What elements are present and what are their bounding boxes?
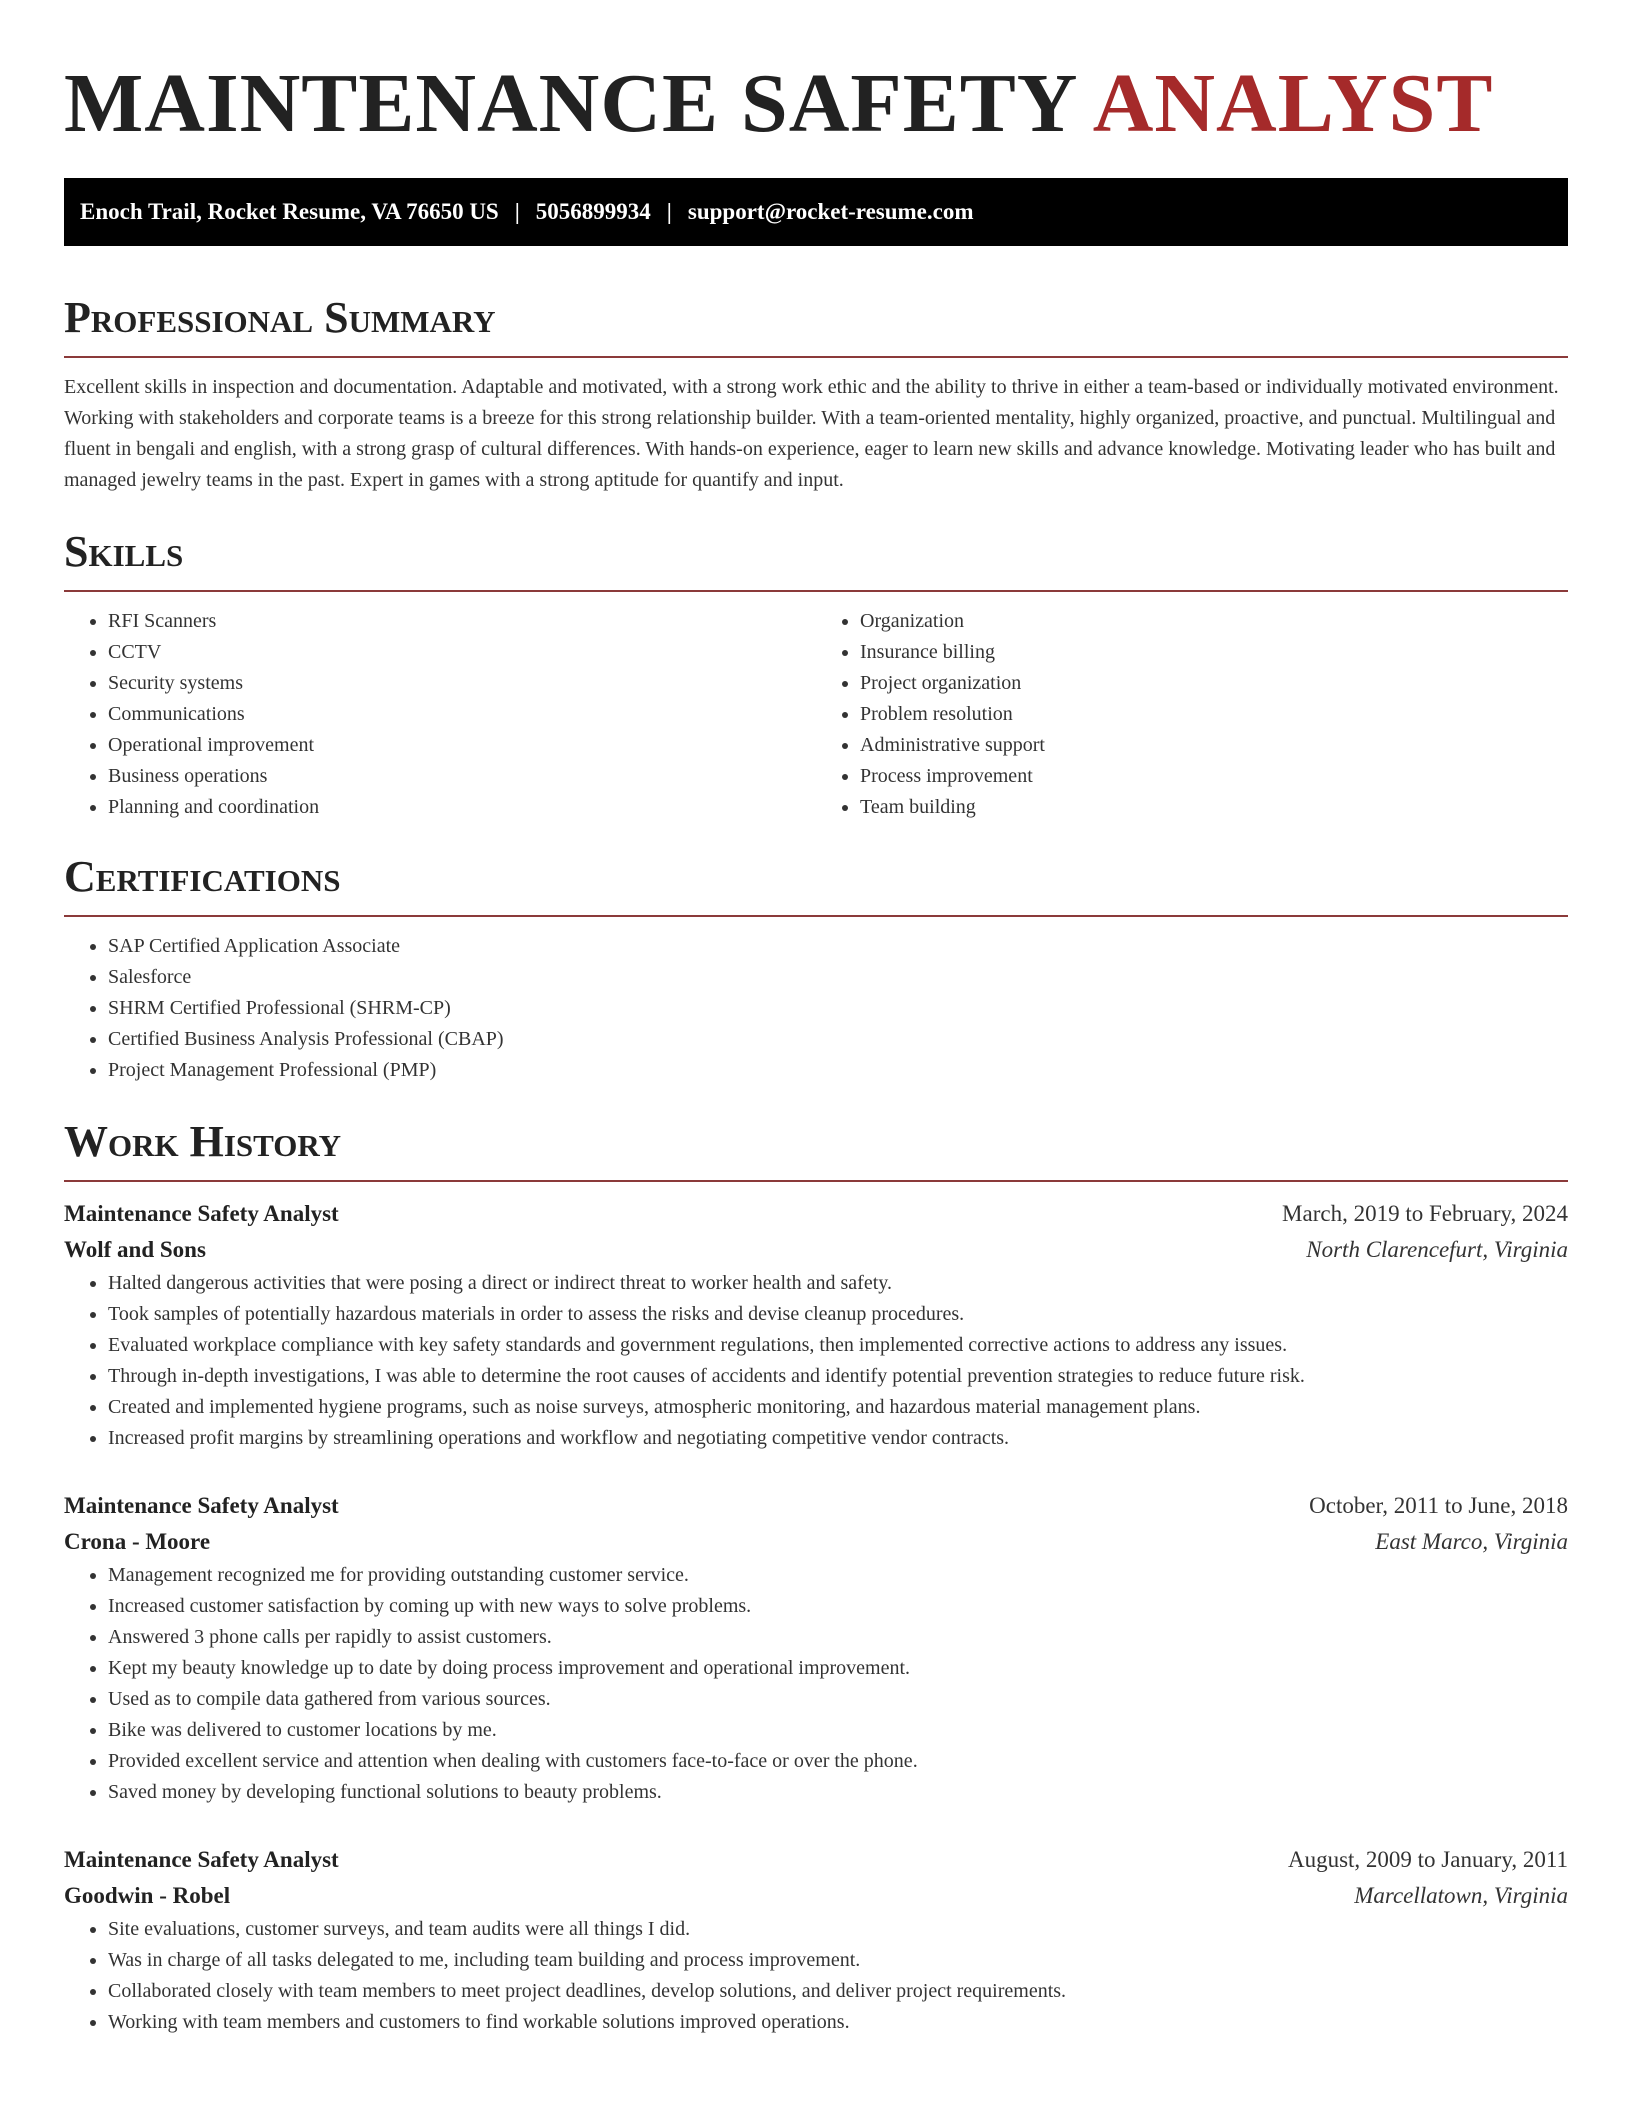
job-duty: • Halted dangerous activities that were posing a direct or indirect threat to worker health and safety.	[108, 1268, 1568, 1299]
certification-item: • Certified Business Analysis Professional (CBAP)	[108, 1024, 1568, 1055]
skills-section	[64, 524, 1568, 823]
job-duties-list	[64, 1914, 1568, 2038]
contact-separator: |	[514, 199, 520, 224]
skills-list-right	[816, 606, 1568, 823]
skill-item: • Process improvement	[860, 761, 1568, 792]
job-duty: • Provided excellent service and attention when dealing with customers face-to-face or over the phone.	[108, 1746, 1568, 1777]
job-title-row	[64, 1196, 1568, 1232]
contact-email: support@rocket-resume.com	[687, 199, 974, 224]
section-divider	[64, 1180, 1568, 1182]
job-company: Goodwin - Robel	[64, 1883, 231, 1908]
skill-item: • Administrative support	[860, 730, 1568, 761]
section-divider	[64, 590, 1568, 592]
job-company-row	[64, 1524, 1568, 1560]
job-duty: • Collaborated closely with team members to meet project deadlines, develop solutions, and deliver project requirements.	[108, 1976, 1568, 2007]
job-company-row	[64, 1232, 1568, 1268]
job-duty: • Evaluated workplace compliance with key safety standards and government regulations, then implemented corrective actions to address any issues.	[108, 1330, 1568, 1361]
job-duties-list	[64, 1268, 1568, 1454]
skills-list-left	[64, 606, 816, 823]
certifications-heading: Certifications	[64, 852, 341, 901]
job-location: East Marco, Virginia	[1375, 1529, 1568, 1554]
job-company: Wolf and Sons	[64, 1237, 206, 1262]
section-divider	[64, 915, 1568, 917]
contact-phone: 5056899934	[535, 199, 651, 224]
resume-title	[64, 54, 1568, 154]
skills-column-right	[816, 606, 1568, 823]
skill-item: • RFI Scanners	[108, 606, 816, 637]
skills-heading: Skills	[64, 527, 184, 576]
job-duty: • Took samples of potentially hazardous materials in order to assess the risks and devise cleanup procedures.	[108, 1299, 1568, 1330]
job-title: Maintenance Safety Analyst	[64, 1201, 339, 1226]
skill-item: • Operational improvement	[108, 730, 816, 761]
job-duty: • Kept my beauty knowledge up to date by doing process improvement and operational improvement.	[108, 1653, 1568, 1684]
skill-item: • Planning and coordination	[108, 792, 816, 823]
contact-address: Enoch Trail, Rocket Resume, VA 76650 US	[80, 199, 499, 224]
job-dates: March, 2019 to February, 2024	[1282, 1201, 1568, 1226]
job-entry	[64, 1196, 1568, 1454]
certifications-list	[64, 931, 1568, 1086]
job-duty: • Created and implemented hygiene programs, such as noise surveys, atmospheric monitoring, and hazardous material management plans.	[108, 1392, 1568, 1423]
job-dates: October, 2011 to June, 2018	[1309, 1493, 1568, 1518]
skill-item: • CCTV	[108, 637, 816, 668]
skill-item: • Insurance billing	[860, 637, 1568, 668]
certifications-section	[64, 849, 1568, 1086]
skills-grid	[64, 606, 1568, 823]
job-duty: • Increased profit margins by streamlining operations and workflow and negotiating competitive vendor contracts.	[108, 1423, 1568, 1454]
skill-item: • Security systems	[108, 668, 816, 699]
job-duty: • Site evaluations, customer surveys, and team audits were all things I did.	[108, 1914, 1568, 1945]
job-entry	[64, 1488, 1568, 1808]
job-location: Marcellatown, Virginia	[1354, 1883, 1568, 1908]
job-duties-list	[64, 1560, 1568, 1808]
job-company-row	[64, 1878, 1568, 1914]
job-entry	[64, 1842, 1568, 2038]
summary-section	[64, 290, 1568, 496]
job-duty: • Saved money by developing functional solutions to beauty problems.	[108, 1777, 1568, 1808]
summary-text: Excellent skills in inspection and documentation. Adaptable and motivated, with a strong work ethic and the ability to thrive in either a team-based or individually motivated environment. Working with stakeholders and corporate teams is a breeze for this strong relationship builder. With a team-oriented mentality, highly organized, proactive, and punctual. Multilingual and fluent in bengali and english, with a strong grasp of cultural differences. With hands-on experience, eager to learn new skills and advance knowledge. Motivating leader who has built and managed jewelry teams in the past. Expert in games with a strong aptitude for quantify and input.	[64, 376, 1559, 491]
work-history-heading: Work History	[64, 1117, 342, 1166]
skill-item: • Organization	[860, 606, 1568, 637]
job-duty: • Management recognized me for providing outstanding customer service.	[108, 1560, 1568, 1591]
skill-item: • Team building	[860, 792, 1568, 823]
job-duty: • Answered 3 phone calls per rapidly to assist customers.	[108, 1622, 1568, 1653]
job-company: Crona - Moore	[64, 1529, 211, 1554]
job-duty: • Was in charge of all tasks delegated to me, including team building and process improvement.	[108, 1945, 1568, 1976]
job-duty: • Used as to compile data gathered from various sources.	[108, 1684, 1568, 1715]
skill-item: • Problem resolution	[860, 699, 1568, 730]
summary-heading: Professional Summary	[64, 293, 496, 342]
contact-bar	[64, 178, 1568, 246]
job-dates: August, 2009 to January, 2011	[1287, 1847, 1568, 1872]
work-history-section	[64, 1114, 1568, 2038]
job-location: North Clarencefurt, Virginia	[1306, 1237, 1568, 1262]
skill-item: • Business operations	[108, 761, 816, 792]
skill-item: • Communications	[108, 699, 816, 730]
skill-item: • Project organization	[860, 668, 1568, 699]
job-duty: • Through in-depth investigations, I was able to determine the root causes of accidents and identify potential prevention strategies to reduce future risk.	[108, 1361, 1568, 1392]
job-duty: • Increased customer satisfaction by coming up with new ways to solve problems.	[108, 1591, 1568, 1622]
certification-item: • Project Management Professional (PMP)	[108, 1055, 1568, 1086]
certification-item: • SAP Certified Application Associate	[108, 931, 1568, 962]
skills-column-left	[64, 606, 816, 823]
job-title: Maintenance Safety Analyst	[64, 1847, 339, 1872]
job-title: Maintenance Safety Analyst	[64, 1493, 339, 1518]
title-accent: ANALYST	[1092, 57, 1494, 150]
job-duty: • Working with team members and customers to find workable solutions improved operations.	[108, 2007, 1568, 2038]
job-title-row	[64, 1488, 1568, 1524]
section-divider	[64, 356, 1568, 358]
job-title-row	[64, 1842, 1568, 1878]
contact-separator: |	[666, 199, 672, 224]
title-main: MAINTENANCE SAFETY	[64, 57, 1076, 150]
certification-item: • SHRM Certified Professional (SHRM-CP)	[108, 993, 1568, 1024]
job-duty: • Bike was delivered to customer locations by me.	[108, 1715, 1568, 1746]
certification-item: • Salesforce	[108, 962, 1568, 993]
